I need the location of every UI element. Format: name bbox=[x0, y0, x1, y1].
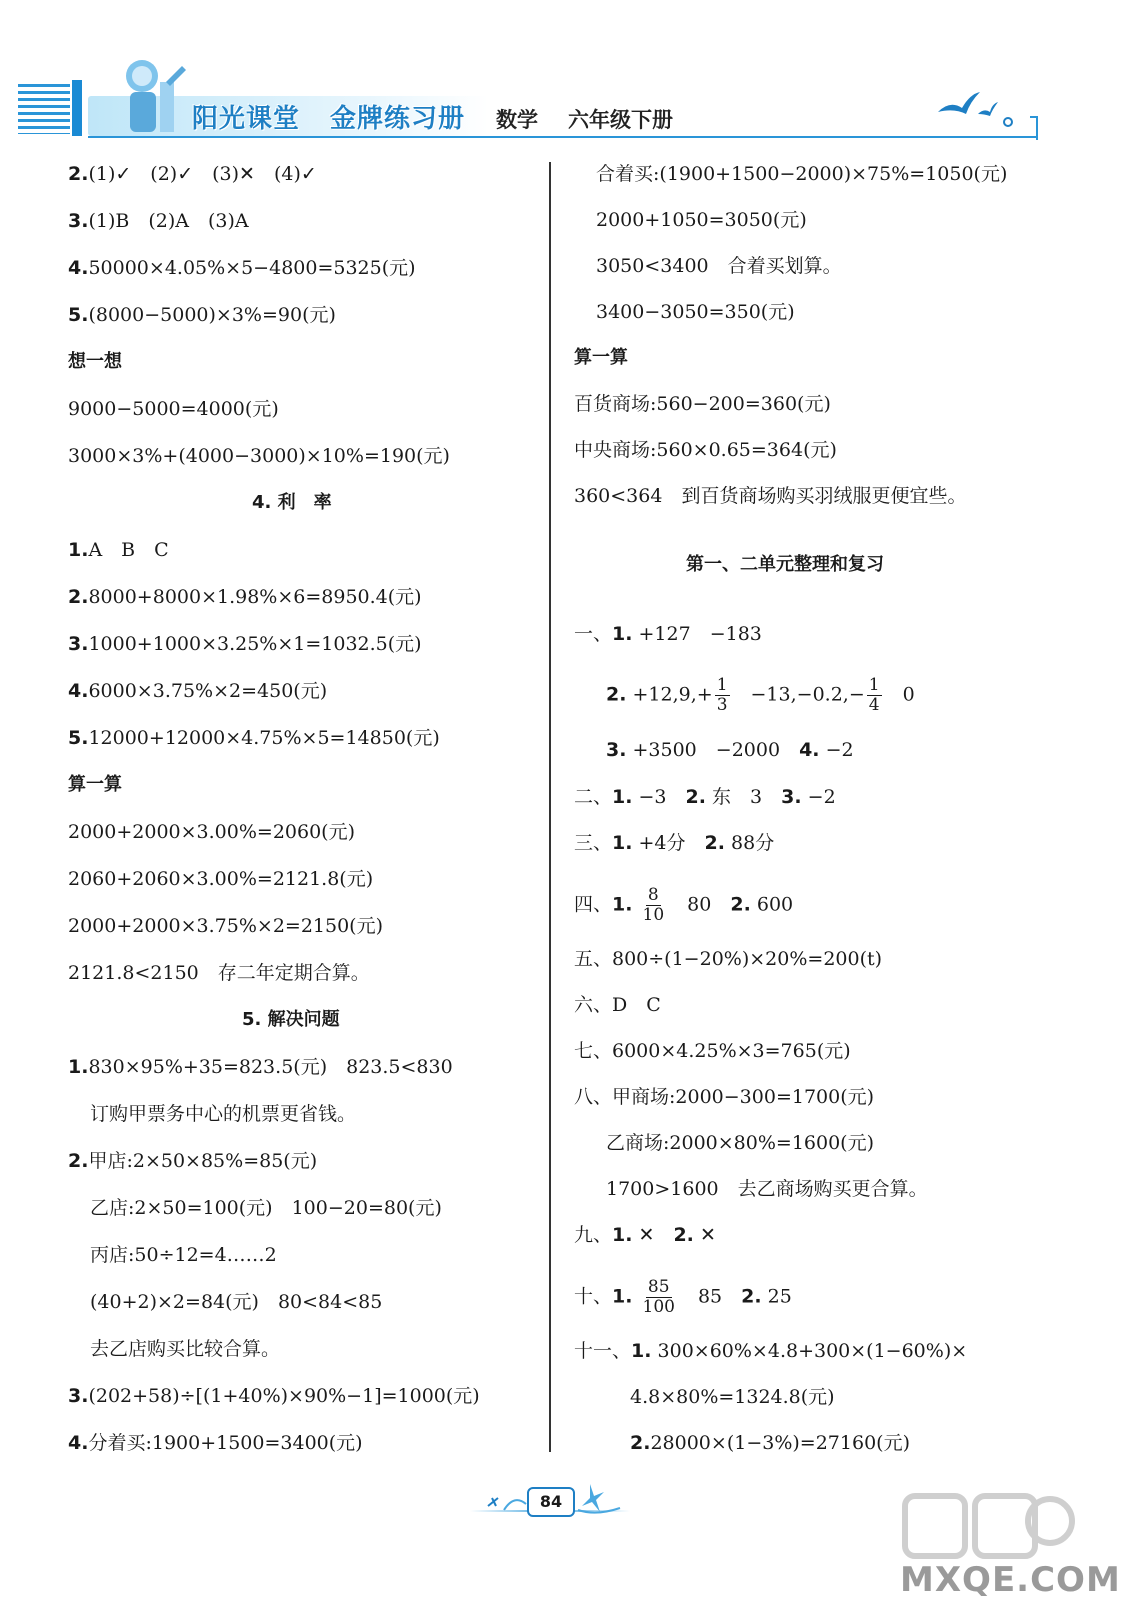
answer-line: 乙店:2×50=100(元) 100−20=80(元) bbox=[90, 1197, 442, 1219]
fraction: $\frac{8}{10}$ bbox=[642, 885, 665, 925]
answer-line: 2000+2000×3.00%=2060(元) bbox=[68, 821, 356, 843]
answer-line: 1700>1600 去乙商场购买更合算。 bbox=[606, 1178, 928, 1200]
answer-line: 中央商场:560×0.65=364(元) bbox=[574, 439, 837, 461]
subheading-calc: 算一算 bbox=[68, 774, 122, 795]
fraction: $\frac{1}{3}$ bbox=[716, 675, 728, 715]
answer-line: 4.6000×3.75%×2=450(元) bbox=[68, 680, 328, 702]
birds-icon bbox=[930, 84, 1040, 134]
fraction: $\frac{1}{4}$ bbox=[868, 675, 880, 715]
answer-line: 2.28000×(1−3%)=27160(元) bbox=[630, 1432, 910, 1454]
answer-line: 丙店:50÷12=4……2 bbox=[90, 1244, 277, 1266]
answer-line: 四、1. $\frac{8}{10}$ 80 2. 600 bbox=[574, 885, 794, 925]
answer-line: 二、1. −3 2. 东 3 3. −2 bbox=[574, 786, 836, 808]
answer-line: 2. +12,9,+ $\frac{1}{3}$ −13,−0.2,− $\frac{1}{4}$ 0 bbox=[606, 675, 915, 715]
answer-line: 4.50000×4.05%×5−4800=5325(元) bbox=[68, 257, 416, 279]
answer-line: 3000×3%+(4000−3000)×10%=190(元) bbox=[68, 445, 450, 467]
subject-label: 数学 bbox=[496, 108, 538, 132]
answer-line: 5.12000+12000×4.75%×5=14850(元) bbox=[68, 727, 440, 749]
answer-line: 三、1. +4分 2. 88分 bbox=[574, 832, 775, 854]
answer-line: 5.(8000−5000)×3%=90(元) bbox=[68, 304, 336, 326]
fraction: $\frac{85}{100}$ bbox=[642, 1277, 675, 1317]
header-stripes bbox=[18, 84, 70, 134]
answer-line: 八、甲商场:2000−300=1700(元) bbox=[574, 1086, 875, 1108]
answer-line: 2060+2060×3.00%=2121.8(元) bbox=[68, 868, 374, 890]
header-rule bbox=[88, 136, 1038, 138]
answer-line: 2121.8<2150 存二年定期合算。 bbox=[68, 962, 370, 984]
answer-line: 一、1. +127 −183 bbox=[574, 623, 762, 645]
section-title-interest: 4. 利 率 bbox=[252, 492, 332, 513]
answer-line: 3.1000+1000×3.25%×1=1032.5(元) bbox=[68, 633, 422, 655]
answer-line: 1.830×95%+35=823.5(元) 823.5<830 bbox=[68, 1056, 453, 1078]
answer-line: 3050<3400 合着买划算。 bbox=[596, 255, 842, 277]
answer-line: 六、D C bbox=[574, 994, 661, 1016]
column-divider bbox=[549, 162, 551, 1452]
watermark-text: MXQE.COM bbox=[900, 1560, 1121, 1600]
answer-line: 五、800÷(1−20%)×20%=200(t) bbox=[574, 948, 883, 970]
page-number: 84 bbox=[527, 1487, 575, 1517]
page-header bbox=[0, 0, 1091, 150]
answer-line: 2000+1050=3050(元) bbox=[596, 209, 807, 231]
astronaut-figure-icon bbox=[110, 52, 190, 136]
answer-line: 9000−5000=4000(元) bbox=[68, 398, 279, 420]
section-title-problems: 5. 解决问题 bbox=[242, 1009, 340, 1030]
answer-line: 百货商场:560−200=360(元) bbox=[574, 393, 831, 415]
answer-line: (40+2)×2=84(元) 80<84<85 bbox=[90, 1291, 383, 1313]
answer-line: 2.(1)✓ (2)✓ (3)✕ (4)✓ bbox=[68, 163, 317, 185]
answer-line: 2.甲店:2×50×85%=85(元) bbox=[68, 1150, 318, 1172]
answer-line: 3. +3500 −2000 4. −2 bbox=[606, 739, 854, 761]
answer-line: 3.(202+58)÷[(1+40%)×90%−1]=1000(元) bbox=[68, 1385, 480, 1407]
answer-line: 去乙店购买比较合算。 bbox=[90, 1338, 281, 1360]
answer-line: 3.(1)B (2)A (3)A bbox=[68, 210, 249, 232]
brand-name: 阳光课堂 bbox=[192, 104, 301, 134]
answer-line: 3400−3050=350(元) bbox=[596, 301, 795, 323]
subheading-think: 想一想 bbox=[68, 351, 122, 372]
section-title-review: 第一、二单元整理和复习 bbox=[686, 554, 884, 575]
answer-line: 十、1. $\frac{85}{100}$ 85 2. 25 bbox=[574, 1277, 792, 1317]
header-rule-end bbox=[1030, 116, 1038, 140]
answer-line: 4.8×80%=1324.8(元) bbox=[630, 1386, 835, 1408]
answer-line: 订购甲票务中心的机票更省钱。 bbox=[90, 1103, 357, 1125]
brand-series: 金牌练习册 bbox=[330, 104, 466, 134]
answer-line: 合着买:(1900+1500−2000)×75%=1050(元) bbox=[596, 163, 1008, 185]
header-accent-bar bbox=[72, 80, 82, 136]
answer-line: 2000+2000×3.75%×2=2150(元) bbox=[68, 915, 384, 937]
answer-line: 九、1. ✕ 2. ✕ bbox=[574, 1224, 716, 1246]
answer-line: 十一、1. 300×60%×4.8+300×(1−60%)× bbox=[574, 1340, 968, 1362]
subheading-calc: 算一算 bbox=[574, 347, 628, 368]
footer-right-ornament-icon bbox=[576, 1480, 626, 1520]
answer-line: 360<364 到百货商场购买羽绒服更便宜些。 bbox=[574, 485, 967, 507]
grade-label: 六年级下册 bbox=[568, 108, 673, 132]
footer-left-ornament-icon bbox=[478, 1480, 528, 1520]
answer-line: 1.A B C bbox=[68, 539, 169, 561]
answer-line: 七、6000×4.25%×3=765(元) bbox=[574, 1040, 851, 1062]
answer-line: 乙商场:2000×80%=1600(元) bbox=[606, 1132, 875, 1154]
answer-line: 4.分着买:1900+1500=3400(元) bbox=[68, 1432, 363, 1454]
answer-line: 2.8000+8000×1.98%×6=8950.4(元) bbox=[68, 586, 422, 608]
